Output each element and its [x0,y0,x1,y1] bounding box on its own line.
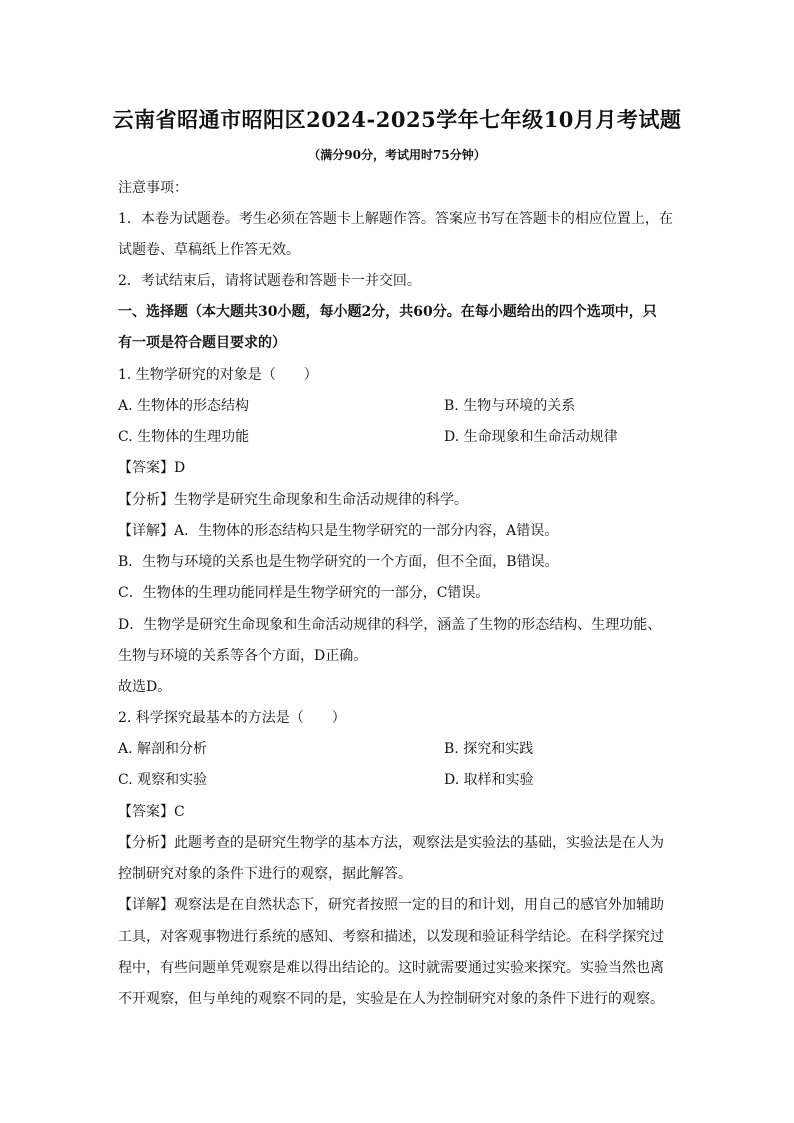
question-2-detail: 程中，有些问题单凭观察是难以得出结论的。这时就需要通过实验来探究。实验当然也离 [118,960,664,976]
question-2-stem: 2. 科学探究最基本的方法是（ ） [118,710,346,726]
question-1-conclusion: 故选D。 [118,679,172,695]
question-1-answer: 【答案】D [118,460,186,476]
question-1-detail: D．生物学是研究生命现象和生命活动规律的科学，涵盖了生物的形态结构、生理功能、 [118,617,662,633]
question-2-analysis-cont: 控制研究对象的条件下进行的观察，据此解答。 [118,866,412,882]
question-1-detail: 【详解】A．生物体的形态结构只是生物学研究的一部分内容，A错误。 [118,523,559,539]
question-1-detail: C．生物体的生理功能同样是生物学研究的一部分，C错误。 [118,585,490,601]
section-heading: 一、选择题（本大题共30小题，每小题2分，共60分。在每小题给出的四个选项中，只 [118,304,657,320]
question-1-option-b: B. 生物与环境的关系 [444,398,576,414]
page-title: 云南省昭通市昭阳区2024-2025学年七年级10月月考试题 [112,107,682,132]
question-1-option-c: C. 生物体的生理功能 [118,429,250,445]
notice-item-2: 2．考试结束后，请将试题卷和答题卡一并交回。 [118,273,421,289]
question-2-option-d: D. 取样和实验 [444,772,534,788]
question-2-option-b: B. 探究和实践 [444,741,534,757]
page-subtitle: （满分90分，考试用时75分钟） [308,148,486,162]
question-1-detail: 生物与环境的关系等各个方面，D正确。 [118,648,368,664]
question-2-detail: 【详解】观察法是在自然状态下，研究者按照一定的目的和计划，用自己的感官外加辅助 [118,897,664,913]
question-2-answer: 【答案】C [118,804,185,820]
question-1-analysis: 【分析】生物学是研究生命现象和生命活动规律的科学。 [118,492,468,508]
question-1-option-d: D. 生命现象和生命活动规律 [444,429,618,445]
section-heading-cont: 有一项是符合题目要求的） [118,335,286,351]
question-1-stem: 1. 生物学研究的对象是（ ） [118,367,318,383]
question-2-detail: 不开观察，但与单纯的观察不同的是，实验是在人为控制研究对象的条件下进行的观察。 [118,991,664,1007]
question-2-option-c: C. 观察和实验 [118,772,208,788]
question-1-option-a: A. 生物体的形态结构 [118,398,250,414]
notice-item-1: 1．本卷为试题卷。考生必须在答题卡上解题作答。答案应书写在答题卡的相应位置上，在 [118,211,673,227]
notice-heading: 注意事项： [118,180,188,196]
notice-item-1-cont: 试题卷、草稿纸上作答无效。 [118,242,300,258]
question-1-detail: B．生物与环境的关系也是生物学研究的一个方面，但不全面，B错误。 [118,554,559,570]
question-2-option-a: A. 解剖和分析 [118,741,208,757]
question-2-analysis: 【分析】此题考查的是研究生物学的基本方法，观察法是实验法的基础，实验法是在人为 [118,835,664,851]
question-2-detail: 工具，对客观事物进行系统的感知、考察和描述，以发现和验证科学结论。在科学探究过 [118,929,664,945]
